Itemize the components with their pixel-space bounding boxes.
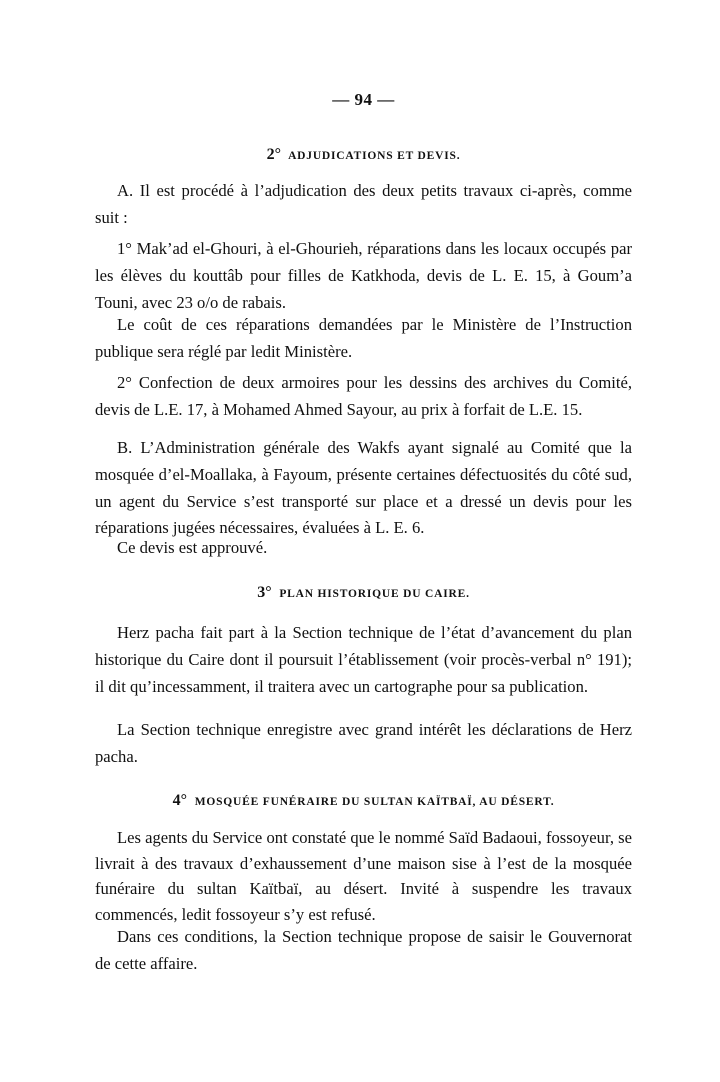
section-title: ADJUDICATIONS ET DEVIS. <box>288 150 461 162</box>
paragraph-item-2: 2° Confection de deux armoires pour les dessins des archives du Comité, devis de L.E. 17, à Mohamed Ahmed Sayour, au prix à forfait de L.E. 15. <box>95 373 632 419</box>
section-heading-adjudications <box>95 146 632 164</box>
paragraph-section-technique: La Section technique enregistre avec grand intérêt les déclarations de Herz pacha. <box>95 720 632 766</box>
page-number: — 94 — <box>332 90 395 109</box>
paragraph-a: A. Il est procédé à l’adjudication des deux petits travaux ci-après, comme suit : <box>95 181 632 227</box>
paragraph-approved: Ce devis est approuvé. <box>117 538 268 557</box>
document-page <box>95 0 632 1082</box>
section-title: MOSQUÉE FUNÉRAIRE DU SULTAN KAÏTBAÏ, AU DÉSERT. <box>194 796 555 808</box>
paragraph-herz-pacha: Herz pacha fait part à la Section technique de l’état d’avancement du plan historique du Caire dont il poursuit l’établissement (voir procès-verbal n° 191); il dit qu’incessamment, il traitera avec un cartographe pour sa publication. <box>95 623 632 696</box>
paragraph-agents-service: Les agents du Service ont constaté que le nommé Saïd Badaoui, fossoyeur, se livrait à des travaux d’exhaussement d’une maison sise à l’est de la mosquée funéraire du sultan Kaïtbaï, au désert. Invité à suspendre les travaux commencés, ledit fossoyeur s’y est refusé. <box>95 828 632 924</box>
paragraph-item-1: 1° Mak’ad el-Ghouri, à el-Ghourieh, réparations dans les locaux occupés par les élèves du kouttâb pour filles de Katkhoda, devis de L. E. 15, à Goum’a Touni, avec 23 o/o de rabais. <box>95 239 632 312</box>
section-title: PLAN HISTORIQUE DU CAIRE. <box>279 588 470 600</box>
paragraph-conclusion: Dans ces conditions, la Section technique propose de saisir le Gouvernorat de cette affaire. <box>95 927 632 973</box>
section-number: 2° <box>266 146 282 163</box>
section-number: 3° <box>257 584 272 601</box>
paragraph-cost-note: Le coût de ces réparations demandées par le Ministère de l’Instruction publique sera réglé par ledit Ministère. <box>95 315 632 361</box>
paragraph-b: B. L’Administration générale des Wakfs ayant signalé au Comité que la mosquée d’el-Moallaka, à Fayoum, présente certaines défectuosités du côté sud, un agent du Service s’est transporté sur place et a dressé un devis pour les réparations jugées nécessaires, évaluées à L. E. 6. <box>95 438 632 538</box>
section-heading-plan-historique <box>95 584 632 602</box>
section-heading-mosquee-kaitbai <box>95 792 632 810</box>
section-number: 4° <box>172 792 188 809</box>
